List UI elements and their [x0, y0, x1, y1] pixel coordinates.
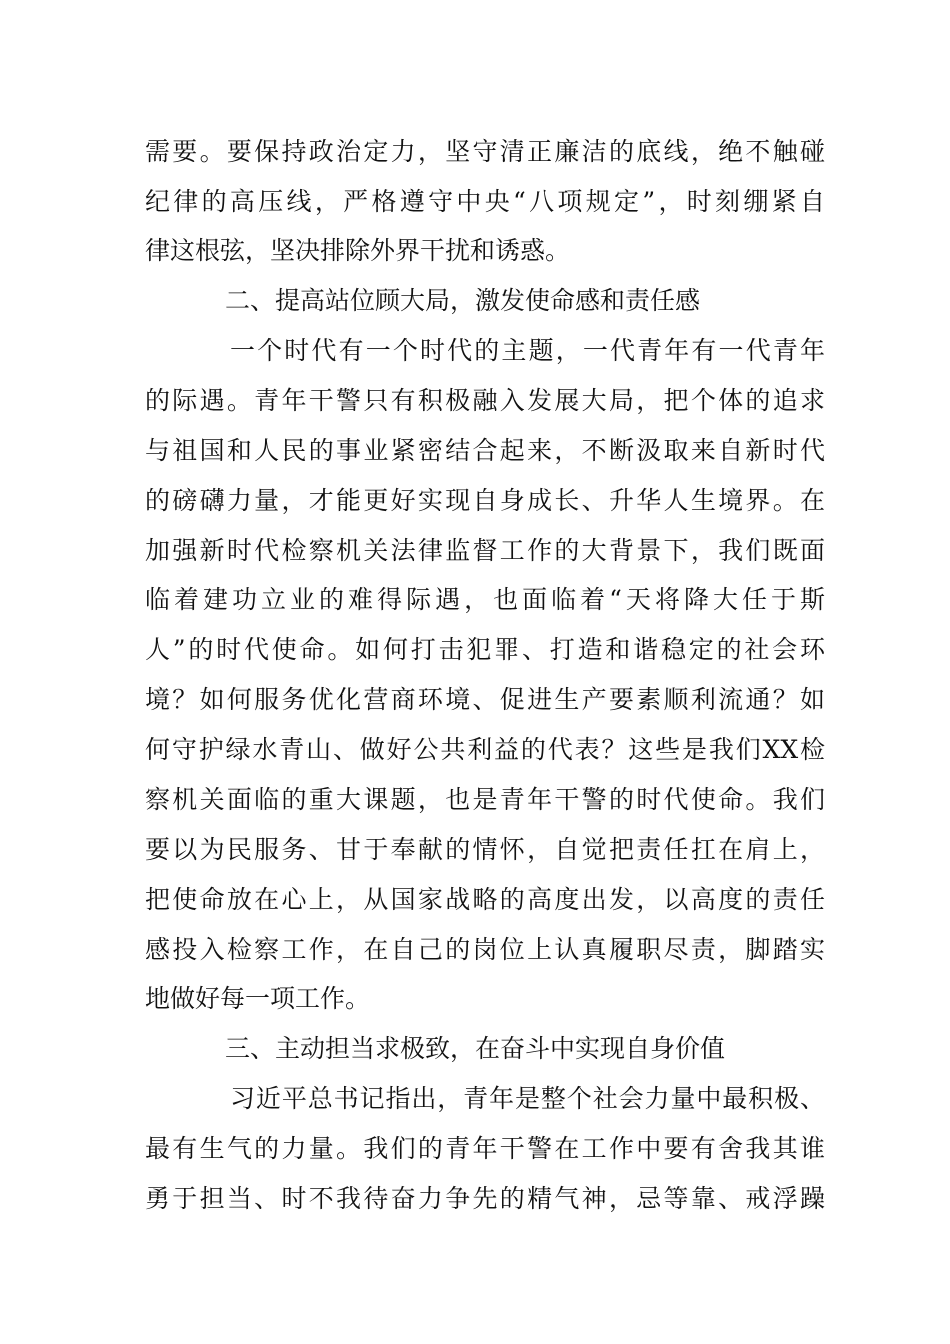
body-text-line: 的际遇。青年干警只有积极融入发展大局，把个体的追求 [145, 386, 825, 415]
body-text-line: 勇于担当、时不我待奋力争先的精气神，忌等靠、戒浮躁 [145, 1184, 825, 1213]
body-text-line: 纪律的高压线，严格遵守中央“八项规定”，时刻绷紧自 [145, 187, 825, 216]
section-heading-3: 三、主动担当求极致，在奋斗中实现自身价值 [225, 1034, 726, 1063]
body-text-line: 与祖国和人民的事业紧密结合起来，不断汲取来自新时代 [145, 436, 825, 465]
body-text-line: 习近平总书记指出，青年是整个社会力量中最积极、 [230, 1084, 825, 1113]
body-text-line: 把使命放在心上，从国家战略的高度出发，以高度的责任 [145, 885, 825, 914]
body-text-line: 境？如何服务优化营商环境、促进生产要素顺利流通？如 [145, 685, 825, 714]
body-text-line: 察机关面临的重大课题，也是青年干警的时代使命。我们 [145, 785, 825, 814]
body-text-line: 要以为民服务、甘于奉献的情怀，自觉把责任扛在肩上， [145, 835, 825, 864]
body-text-line: 最有生气的力量。我们的青年干警在工作中要有舍我其谁 [145, 1134, 825, 1163]
body-text-line: 加强新时代检察机关法律监督工作的大背景下，我们既面 [145, 536, 825, 565]
body-text-line: 地做好每一项工作。 [145, 984, 371, 1013]
body-text-line: 感投入检察工作，在自己的岗位上认真履职尽责，脚踏实 [145, 935, 825, 964]
body-text-line: 何守护绿水青山、做好公共利益的代表？这些是我们XX检 [145, 735, 825, 764]
body-text-line: 临着建功立业的难得际遇，也面临着“天将降大任于斯 [145, 585, 825, 614]
body-text-line: 的磅礴力量，才能更好实现自身成长、升华人生境界。在 [145, 486, 825, 515]
body-text-line: 律这根弦，坚决排除外界干扰和诱惑。 [145, 236, 571, 265]
body-text-line: 一个时代有一个时代的主题，一代青年有一代青年 [230, 336, 825, 365]
body-text-line: 需要。要保持政治定力，坚守清正廉洁的底线，绝不触碰 [145, 137, 825, 166]
section-heading-2: 二、提高站位顾大局，激发使命感和责任感 [225, 286, 701, 315]
body-text-line: 人”的时代使命。如何打击犯罪、打造和谐稳定的社会环 [145, 635, 825, 664]
